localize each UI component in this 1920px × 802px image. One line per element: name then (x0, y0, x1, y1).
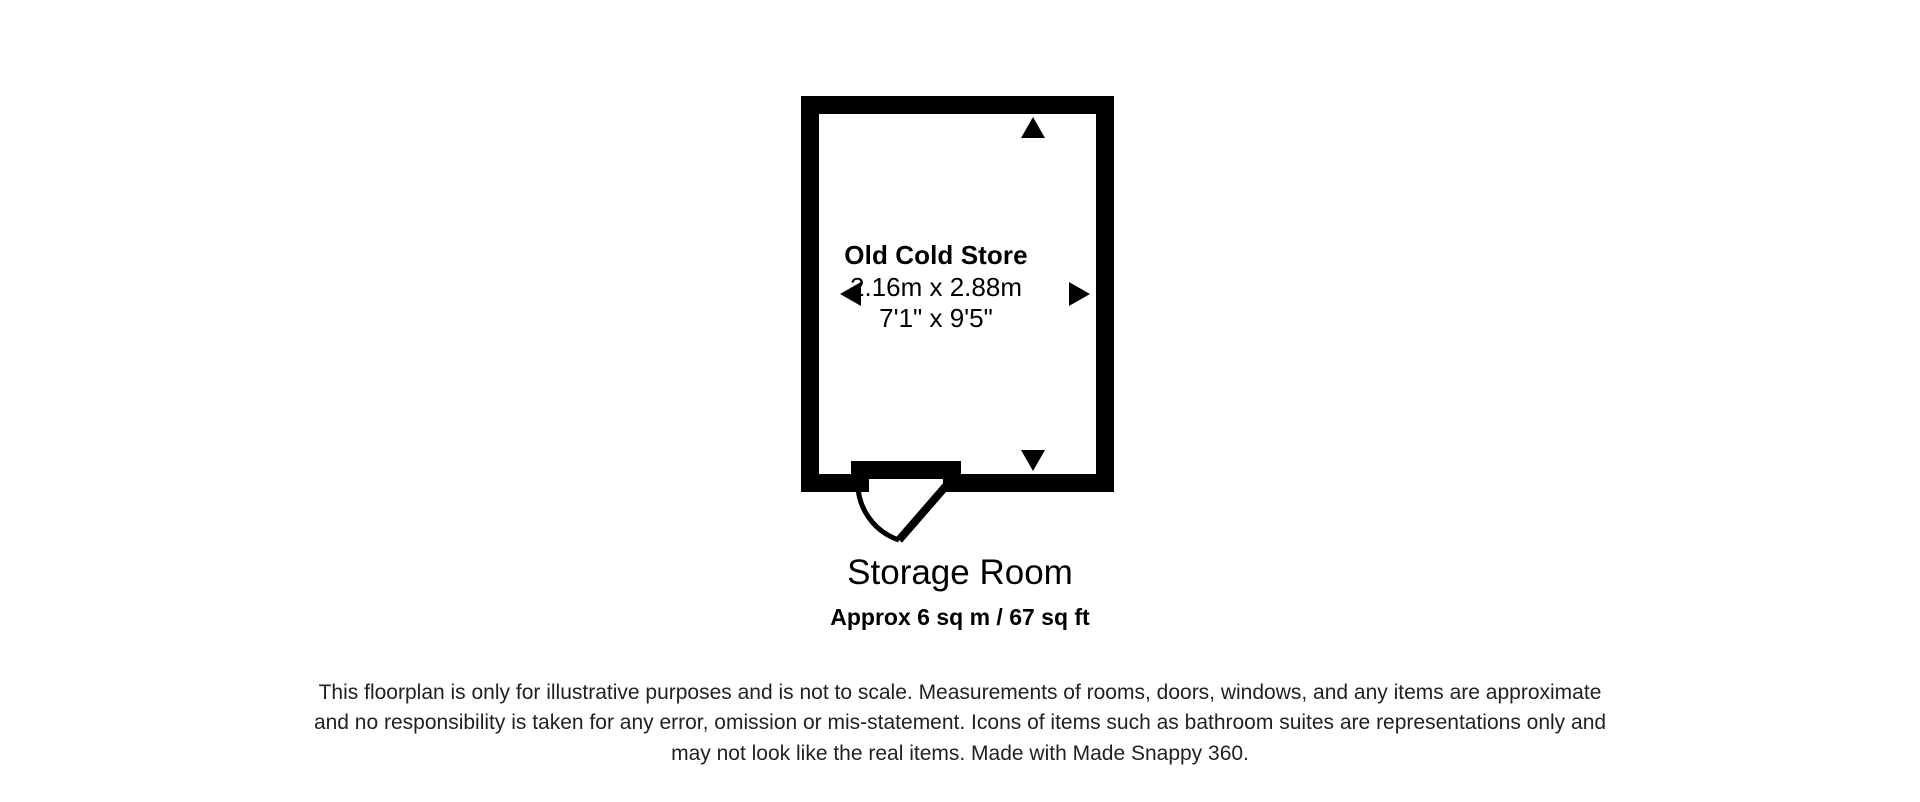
up-arrow-icon (1021, 117, 1045, 138)
floorplan-area: Approx 6 sq m / 67 sq ft (830, 604, 1090, 630)
room-label-group (806, 240, 1066, 333)
disclaimer-text (230, 678, 1690, 769)
floorplan-title-block (0, 552, 1920, 631)
room-dimensions-imperial: 7'1" x 9'5" (879, 303, 993, 334)
room-name: Old Cold Store (844, 240, 1028, 270)
door-leaf (899, 479, 952, 540)
disclaimer-line-2: and no responsibility is taken for any error, omission or mis-statement. Icons of items such as bathroom suites are representations only and (313, 711, 1607, 735)
down-arrow-icon (1021, 450, 1045, 471)
floorplan-title: Storage Room (847, 553, 1073, 592)
disclaimer-line-1: This floorplan is only for illustrative purposes and is not to scale. Measurements of rooms, doors, windows, and any items are approximate (318, 681, 1602, 704)
disclaimer-line-3: may not look like the real items. Made with Made Snappy 360. (671, 741, 1249, 765)
right-arrow-icon (1069, 282, 1090, 306)
room-dimensions-metric: 2.16m x 2.88m (850, 272, 1022, 303)
